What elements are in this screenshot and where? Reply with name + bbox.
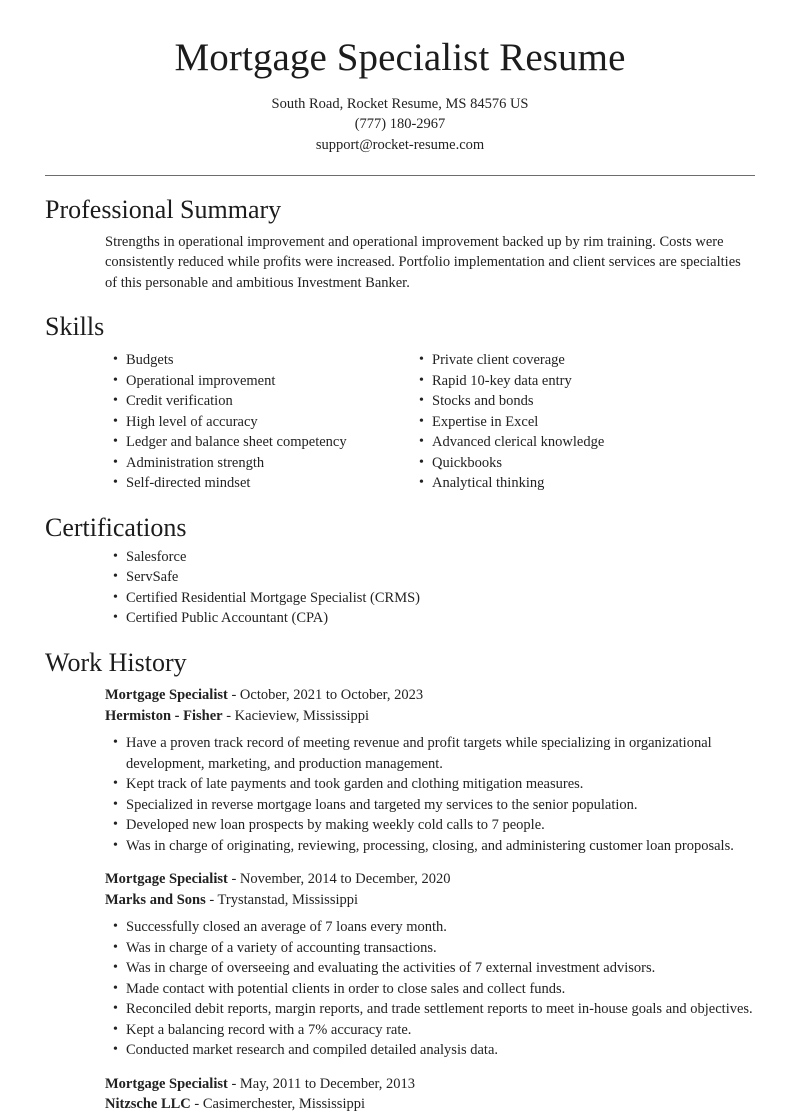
list-item: • Successfully closed an average of 7 loans every month. bbox=[45, 917, 755, 938]
list-item: • Salesforce bbox=[45, 547, 755, 568]
list-item: • Operational improvement bbox=[45, 371, 400, 392]
skills-column-right bbox=[400, 346, 755, 494]
list-item: • Made contact with potential clients in order to close sales and collect funds. bbox=[45, 979, 755, 1000]
list-item: • Was in charge of originating, reviewing, processing, closing, and administering customer loan proposals. bbox=[45, 836, 755, 857]
list-item: • Have a proven track record of meeting revenue and profit targets while specializing in organizational development, marketing, and production management. bbox=[45, 733, 755, 774]
list-item: • Kept track of late payments and took garden and clothing mitigation measures. bbox=[45, 774, 755, 795]
list-item: • Certified Residential Mortgage Specialist (CRMS) bbox=[45, 588, 755, 609]
list-item: • Budgets bbox=[45, 350, 400, 371]
list-item: • Specialized in reverse mortgage loans and targeted my services to the senior population. bbox=[45, 795, 755, 816]
job-bullets bbox=[45, 917, 755, 1061]
contact-email: support@rocket-resume.com bbox=[315, 136, 485, 153]
page-title: Mortgage Specialist Resume bbox=[174, 36, 626, 79]
job-title-line bbox=[45, 1074, 755, 1095]
job-title: Mortgage Specialist bbox=[105, 687, 228, 704]
job-company-line bbox=[45, 706, 755, 727]
list-item: • Analytical thinking bbox=[400, 473, 755, 494]
section-heading-work-history: Work History bbox=[45, 647, 187, 677]
list-item: • Certified Public Accountant (CPA) bbox=[45, 608, 755, 629]
list-item: • Was in charge of overseeing and evaluating the activities of 7 external investment advisors. bbox=[45, 958, 755, 979]
work-history-entry bbox=[45, 1074, 755, 1115]
section-skills bbox=[45, 293, 755, 494]
job-company-line bbox=[45, 1094, 755, 1115]
job-dates: - May, 2011 to December, 2013 bbox=[227, 1075, 416, 1092]
list-item: • Advanced clerical knowledge bbox=[400, 432, 755, 453]
list-item: • Quickbooks bbox=[400, 453, 755, 474]
list-item: • Kept a balancing record with a 7% accuracy rate. bbox=[45, 1020, 755, 1041]
certifications-list bbox=[45, 547, 755, 629]
job-title-line bbox=[45, 869, 755, 890]
job-bullets bbox=[45, 733, 755, 856]
summary-text: Strengths in operational improvement and operational improvement backed up by rim training. Costs were consistently reduced while profits were increased. Portfolio implementation and client services are specialties of this personable and ambitious Investment Banker. bbox=[105, 233, 741, 291]
work-history-entry bbox=[45, 685, 755, 856]
list-item: • ServSafe bbox=[45, 567, 755, 588]
job-location: - Trystanstad, Mississippi bbox=[205, 891, 359, 908]
skills-column-left bbox=[45, 346, 400, 494]
job-location: - Kacieview, Mississippi bbox=[222, 707, 370, 724]
section-heading-certifications: Certifications bbox=[45, 512, 187, 542]
job-title-line bbox=[45, 685, 755, 706]
job-company-line bbox=[45, 890, 755, 911]
job-company: Marks and Sons bbox=[105, 891, 206, 908]
job-dates: - October, 2021 to October, 2023 bbox=[227, 687, 424, 704]
section-professional-summary bbox=[45, 176, 755, 293]
job-dates: - November, 2014 to December, 2020 bbox=[227, 871, 451, 888]
list-item: • High level of accuracy bbox=[45, 412, 400, 433]
list-item: • Rapid 10-key data entry bbox=[400, 371, 755, 392]
skills-list-left bbox=[45, 350, 400, 494]
list-item: • Was in charge of a variety of accounting transactions. bbox=[45, 938, 755, 959]
list-item: • Credit verification bbox=[45, 391, 400, 412]
list-item: • Private client coverage bbox=[400, 350, 755, 371]
job-company: Hermiston - Fisher bbox=[105, 707, 223, 724]
list-item: • Conducted market research and compiled detailed analysis data. bbox=[45, 1040, 755, 1061]
contact-address: South Road, Rocket Resume, MS 84576 US bbox=[271, 95, 529, 112]
job-title: Mortgage Specialist bbox=[105, 1075, 228, 1092]
contact-phone: (777) 180-2967 bbox=[354, 116, 446, 133]
list-item: • Stocks and bonds bbox=[400, 391, 755, 412]
list-item: • Expertise in Excel bbox=[400, 412, 755, 433]
work-history-entry bbox=[45, 869, 755, 1061]
section-heading-skills: Skills bbox=[45, 312, 105, 342]
list-item: • Developed new loan prospects by making weekly cold calls to 7 people. bbox=[45, 815, 755, 836]
skills-list-right bbox=[400, 350, 755, 494]
skills-columns bbox=[45, 346, 755, 494]
contact-block bbox=[45, 94, 755, 156]
list-item: • Administration strength bbox=[45, 453, 400, 474]
job-location: - Casimerchester, Mississippi bbox=[190, 1096, 366, 1113]
list-item: • Ledger and balance sheet competency bbox=[45, 432, 400, 453]
section-heading-summary: Professional Summary bbox=[45, 195, 282, 225]
job-company: Nitzsche LLC bbox=[105, 1096, 191, 1113]
list-item: • Self-directed mindset bbox=[45, 473, 400, 494]
section-work-history bbox=[45, 629, 755, 1115]
job-title: Mortgage Specialist bbox=[105, 871, 228, 888]
section-certifications bbox=[45, 494, 755, 629]
list-item: • Reconciled debit reports, margin reports, and trade settlement reports to meet in-house goals and objectives. bbox=[45, 999, 755, 1020]
work-history-jobs bbox=[45, 685, 755, 1115]
